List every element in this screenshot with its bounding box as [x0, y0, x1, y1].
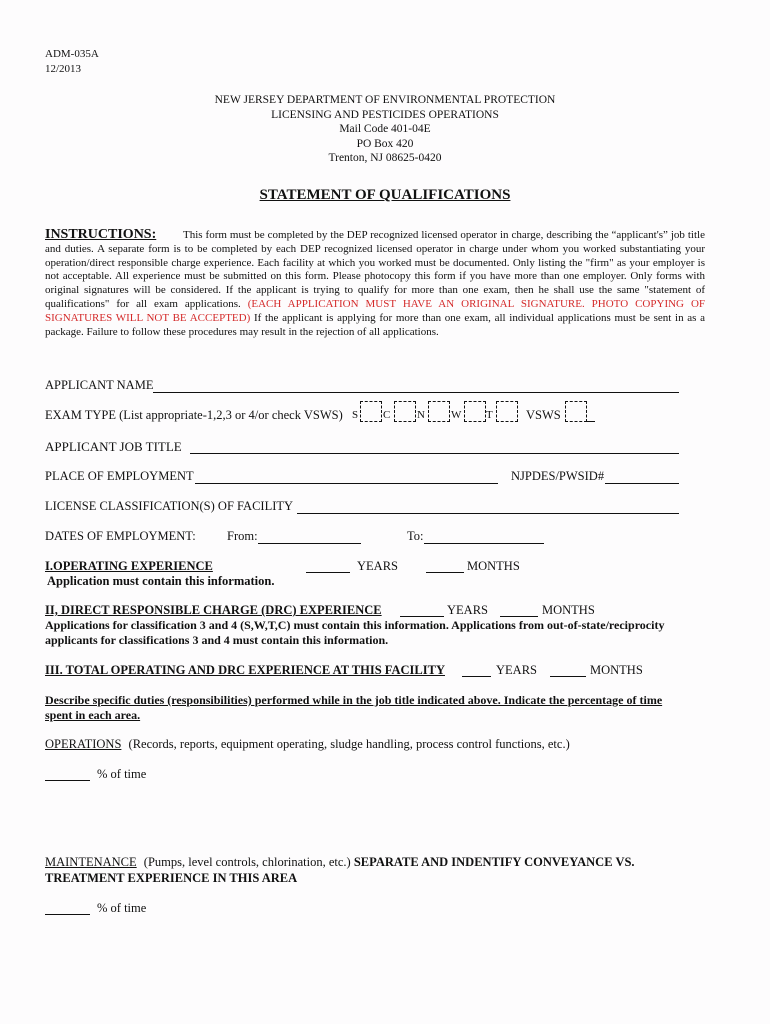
operations-section: [45, 737, 570, 752]
exam-box-label-t: T: [486, 409, 493, 421]
total-months-field[interactable]: [550, 676, 586, 677]
po-box: PO Box 420: [356, 137, 414, 150]
maintenance-label: MAINTENANCE: [45, 855, 137, 869]
form-date: 12/2013: [45, 63, 82, 75]
instructions-text-2: If the applicant is applying for more than one exam, all individual applications must be sent in as a package. Failure to follow these procedures may result in the rejection of all applications.: [45, 311, 706, 338]
applicant-name-field[interactable]: [153, 392, 679, 393]
maintenance-percent-field[interactable]: [45, 914, 90, 915]
exam-checkbox-t[interactable]: [496, 401, 518, 422]
vsws-checkbox[interactable]: [565, 401, 587, 422]
total-years-field[interactable]: [462, 676, 491, 677]
maintenance-desc: (Pumps, level controls, chlorination, etc.): [143, 855, 351, 869]
operating-note: Application must contain this information.: [47, 574, 275, 588]
employment-label: PLACE OF EMPLOYMENT: [45, 469, 194, 483]
operating-years-label: YEARS: [357, 559, 398, 573]
drc-years-field[interactable]: [400, 616, 444, 617]
maintenance-percent-label: % of time: [97, 901, 147, 915]
agency-name: NEW JERSEY DEPARTMENT OF ENVIRONMENTAL PROTECTION: [214, 94, 556, 106]
license-classification-field[interactable]: [297, 513, 679, 514]
maintenance-section: [45, 855, 635, 870]
form-id: ADM-035A: [45, 48, 99, 60]
exam-box-label-c: C: [383, 409, 391, 421]
exam-checkbox-w[interactable]: [464, 401, 486, 422]
applicant-name-label: APPLICANT NAME: [45, 378, 154, 392]
describe-line-2: spent in each area.: [45, 708, 141, 722]
operating-months-field[interactable]: [426, 572, 464, 573]
drc-note-2: applicants for classifications 3 and 4 must contain this information.: [45, 633, 389, 647]
exam-checkbox-s[interactable]: [360, 401, 382, 422]
division-name: LICENSING AND PESTICIDES OPERATIONS: [271, 108, 499, 121]
from-label: From:: [227, 529, 258, 543]
total-years-label: YEARS: [496, 663, 537, 677]
from-date-field[interactable]: [258, 543, 361, 544]
instructions-block: [45, 228, 705, 339]
operations-percent-label: % of time: [97, 767, 147, 781]
job-title-field[interactable]: [190, 453, 679, 454]
job-title-label: APPLICANT JOB TITLE: [45, 439, 182, 454]
drc-months-label: MONTHS: [542, 603, 595, 617]
operations-label: OPERATIONS: [45, 737, 122, 751]
describe-line-1: Describe specific duties (responsibilities) performed while in the job title indicated above. Indicate the percentage of time: [45, 693, 663, 707]
operating-months-label: MONTHS: [467, 559, 520, 573]
njpdes-field[interactable]: [605, 483, 679, 484]
operating-heading: I.OPERATING EXPERIENCE: [45, 559, 213, 573]
total-months-label: MONTHS: [590, 663, 643, 677]
maintenance-bold-2: TREATMENT EXPERIENCE IN THIS AREA: [45, 871, 298, 885]
exam-type-label: EXAM TYPE (List appropriate-1,2,3 or 4/or check VSWS): [45, 408, 343, 422]
maintenance-bold-1: SEPARATE AND INDENTIFY CONVEYANCE VS.: [353, 855, 635, 869]
exam-checkbox-c[interactable]: [394, 401, 416, 422]
to-label: To:: [407, 529, 424, 543]
drc-heading: II, DIRECT RESPONSIBLE CHARGE (DRC) EXPERIENCE: [45, 603, 382, 617]
vsws-underline: [587, 421, 595, 422]
instructions-red-text: (EACH APPLICATION MUST HAVE AN ORIGINAL SIGNATURE. PHOTO COPYING OF SIGNATURES WILL NOT BE ACCEPTED): [45, 297, 706, 324]
vsws-label: VSWS: [526, 408, 561, 422]
drc-months-field[interactable]: [500, 616, 538, 617]
exam-checkbox-n[interactable]: [428, 401, 450, 422]
instructions-text-1: This form must be completed by the DEP recognized licensed operator in charge, describing the “applicant's” job title and duties. A separate form is to be completed by each DEP recognized licensed operator in charge under whom you worked substantiating your operation/direct responsible charge experience. Each facility at which you worked must be documented. Only listing the "firm" as your employer is not acceptable. All experience must be submitted on this form. Please photocopy this form if you have more than one employer. Only forms with original signatures will be considered. If the applicant is trying to qualify for more than one exam, then he shall use the same "statement of qualifications" for all exam applications.: [45, 229, 705, 310]
agency-address: [0, 93, 770, 166]
instructions-heading: INSTRUCTIONS:: [45, 227, 157, 242]
drc-note-1: Applications for classification 3 and 4 (S,W,T,C) must contain this information. Applications from out-of-state/reciprocity: [45, 618, 665, 632]
exam-box-label-w: W: [451, 409, 462, 421]
njpdes-label: NJPDES/PWSID#: [511, 469, 605, 483]
exam-box-label-n: N: [417, 409, 425, 421]
employment-field[interactable]: [195, 483, 498, 484]
city-line: Trenton, NJ 08625-0420: [328, 152, 442, 164]
mail-code: Mail Code 401-04E: [339, 123, 431, 135]
operations-percent-field[interactable]: [45, 780, 90, 781]
operating-years-field[interactable]: [306, 572, 350, 573]
page-title: STATEMENT OF QUALIFICATIONS: [259, 187, 511, 203]
operations-desc: (Records, reports, equipment operating, sludge handling, process control functions, etc.): [128, 737, 570, 751]
dates-label: DATES OF EMPLOYMENT:: [45, 529, 196, 543]
total-heading: III. TOTAL OPERATING AND DRC EXPERIENCE AT THIS FACILITY: [45, 663, 445, 677]
exam-box-label-s: S: [352, 409, 359, 421]
to-date-field[interactable]: [424, 543, 544, 544]
license-classification-label: LICENSE CLASSIFICATION(S) OF FACILITY: [45, 499, 294, 513]
drc-years-label: YEARS: [447, 603, 488, 617]
